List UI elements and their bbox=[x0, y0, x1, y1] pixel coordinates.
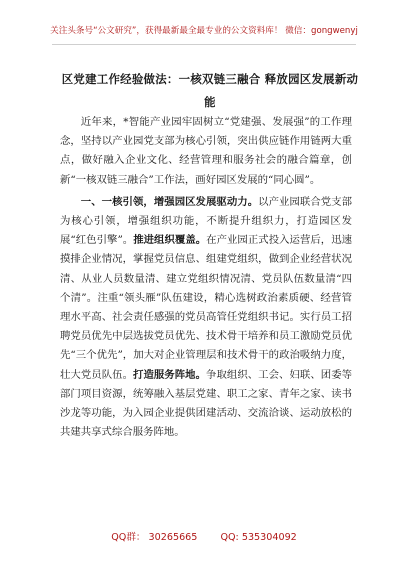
section-text-b: 在产业园正式投入运营后，迅速摸排企业情况，掌握党员信息、组建党组织，做到企业经营状况清、从业人员数量清、建立党组织情况清、党员队伍数量清“四个清”。注重“领头雁”队伍建设，精心选树政治素质硬、经营管理水平高、社会责任感强的党员高管任党组织书记。实行员工招聘党员优先中层选拔党员优先、技术骨干培养和员工激励党员优先“三个优先”，加大对企业管理层和技术骨干的政治吸纳力度，壮大党员队伍。 bbox=[60, 234, 353, 381]
document-body bbox=[60, 113, 352, 442]
header-divider bbox=[52, 44, 356, 45]
section-heading: 一、一核引领，增强园区发展驱动力。 bbox=[80, 195, 259, 208]
document-title: 区党建工作经验做法：一核双链三融合 释放园区发展新动能 bbox=[61, 72, 359, 109]
subheading-organization: 推进组织覆盖。 bbox=[133, 234, 207, 247]
header-notice: 关注头条号“公文研究”，获得最新最全最专业的公文资料库！ 微信：gongwenyj bbox=[50, 26, 358, 36]
footer-qq: QQ: 535304092 bbox=[220, 532, 297, 543]
paragraph-section-1 bbox=[60, 193, 352, 443]
subheading-service: 打造服务阵地。 bbox=[133, 368, 207, 381]
paragraph-intro: 近年来，*智能产业园牢固树立“党建强、发展强”的工作理念，坚持以产业园党支部为核心引领，突出供应链作用链两大重点，做好融入企业文化、经营管理和服务社会的融合篇章，创新“一核双链三融合”工作法，画好园区发展的“同心圆”。 bbox=[60, 116, 352, 186]
footer-contact bbox=[0, 529, 408, 543]
section-text-c: 争取组织、工会、妇联、团委等部门项目资源，统筹融入基层党建、职工之家、青年之家、读书沙龙等功能，为入园企业提供团建活动、交流洽谈、运动放松的共建共享式综合服务阵地。 bbox=[60, 368, 353, 439]
section-text-a: 以产业园联合党支部为核心引领，增强组织功能，不断提升组织力，打造园区发展“红色引擎”。 bbox=[60, 195, 353, 247]
footer-qq-group: QQ群： 30265665 bbox=[111, 532, 198, 543]
